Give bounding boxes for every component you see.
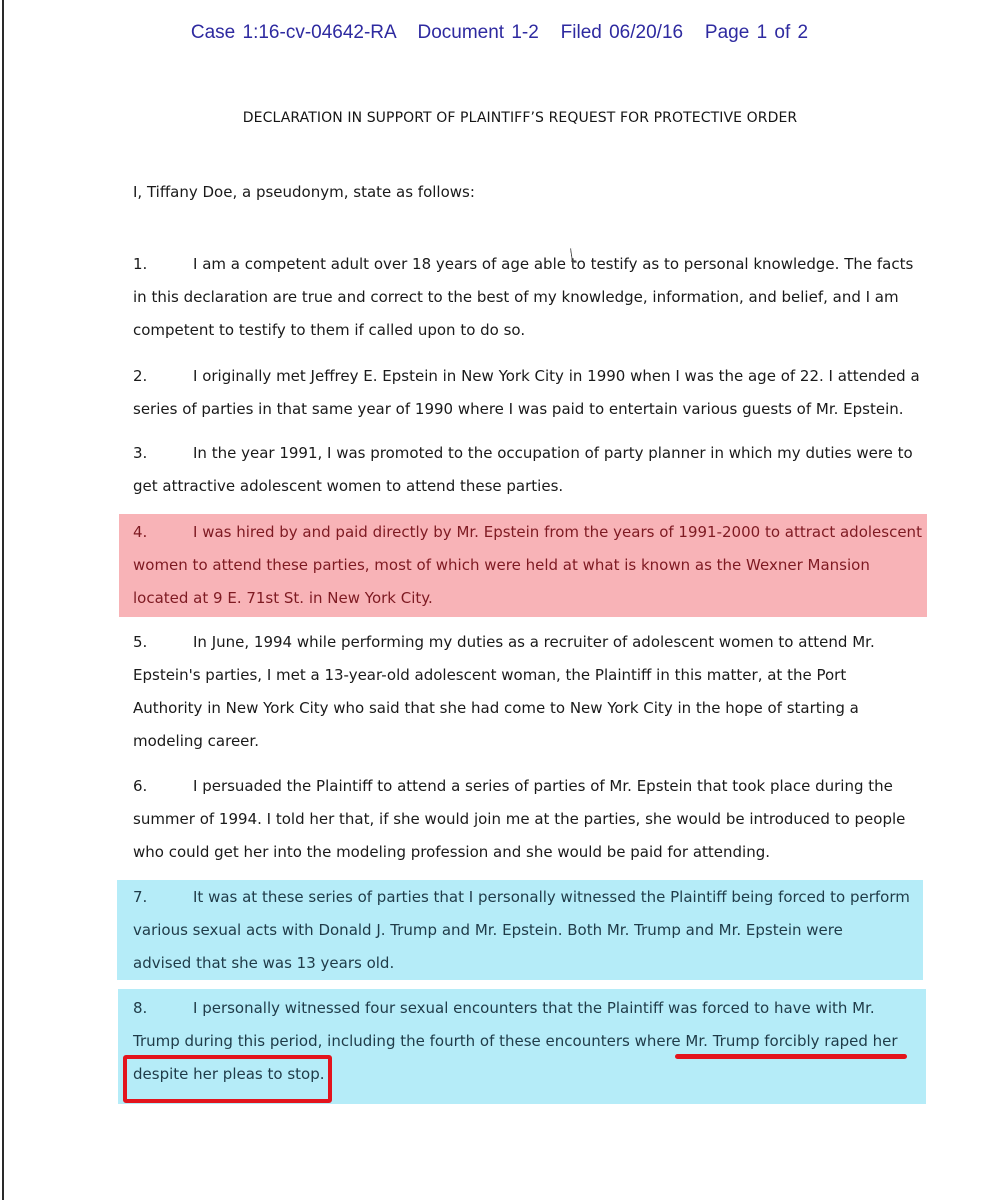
paragraph-2 — [133, 360, 923, 426]
paragraph-line — [133, 248, 923, 281]
paragraph-line: who could get her into the modeling profession and she would be paid for attending. — [133, 843, 771, 861]
paragraph-line: despite her pleas to stop. — [133, 1065, 325, 1083]
case-header: Case 1:16-cv-04642-RA Document 1-2 Filed 06/20/16 Page 1 of 2 — [190, 22, 809, 43]
paragraph-line — [133, 992, 923, 1025]
paragraph-line: summer of 1994. I told her that, if she would join me at the parties, she would be introduced to people — [133, 810, 906, 828]
paragraph-line — [133, 881, 923, 914]
paragraph-3 — [133, 437, 923, 503]
paragraph-line — [133, 770, 923, 803]
paragraph-line: Epstein's parties, I met a 13-year-old adolescent woman, the Plaintiff in this matter, at the Port — [133, 666, 847, 684]
paragraph-text: I originally met Jeffrey E. Epstein in New York City in 1990 when I was the age of 22. I attended a — [193, 367, 920, 385]
paragraph-number: 1. — [133, 255, 148, 273]
paragraph-line — [133, 516, 923, 549]
paragraph-6 — [133, 770, 923, 869]
paragraph-line — [133, 437, 923, 470]
paragraph-1 — [133, 248, 923, 347]
paragraph-text: In June, 1994 while performing my duties as a recruiter of adolescent women to attend Mr. — [193, 633, 875, 651]
paragraph-line — [133, 360, 923, 393]
intro-statement: I, Tiffany Doe, a pseudonym, state as follows: — [133, 183, 475, 201]
red-underline-annotation — [675, 1054, 907, 1059]
paragraph-number: 4. — [133, 523, 148, 541]
paragraph-number: 5. — [133, 633, 148, 651]
paragraph-text: I personally witnessed four sexual encounters that the Plaintiff was forced to have with Mr. — [193, 999, 875, 1017]
paragraph-7 — [133, 881, 923, 980]
paragraph-text: I persuaded the Plaintiff to attend a series of parties of Mr. Epstein that took place during the — [193, 777, 893, 795]
paragraph-line: located at 9 E. 71st St. in New York City. — [133, 589, 433, 607]
paragraph-text: In the year 1991, I was promoted to the occupation of party planner in which my duties were to — [193, 444, 913, 462]
paragraph-line: get attractive adolescent women to attend these parties. — [133, 477, 564, 495]
paragraph-text: I am a competent adult over 18 years of age able to testify as to personal knowledge. The facts — [193, 255, 914, 273]
document-title: DECLARATION IN SUPPORT OF PLAINTIFF’S REQUEST FOR PROTECTIVE ORDER — [242, 110, 798, 126]
paragraph-line: competent to testify to them if called upon to do so. — [133, 321, 526, 339]
paragraph-number: 2. — [133, 367, 148, 385]
paragraph-line: women to attend these parties, most of which were held at what is known as the Wexner Mansion — [133, 556, 870, 574]
paragraph-number: 7. — [133, 888, 148, 906]
paragraph-text: It was at these series of parties that I personally witnessed the Plaintiff being forced to perform — [193, 888, 910, 906]
paragraph-5 — [133, 626, 923, 758]
paragraph-line — [133, 626, 923, 659]
paragraph-line: Trump during this period, including the fourth of these encounters where Mr. Trump forcibly raped her — [133, 1032, 898, 1050]
paragraph-line: modeling career. — [133, 732, 259, 750]
paragraph-number: 3. — [133, 444, 148, 462]
paragraph-4 — [133, 516, 923, 615]
paragraph-number: 8. — [133, 999, 148, 1017]
page-left-edge — [2, 0, 4, 1200]
paragraph-line: in this declaration are true and correct to the best of my knowledge, information, and belief, and I am — [133, 288, 899, 306]
paragraph-line: various sexual acts with Donald J. Trump and Mr. Epstein. Both Mr. Trump and Mr. Epstein were — [133, 921, 843, 939]
paragraph-line: advised that she was 13 years old. — [133, 954, 395, 972]
red-box-annotation — [123, 1055, 332, 1103]
paragraph-line: series of parties in that same year of 1990 where I was paid to entertain various guests of Mr. Epstein. — [133, 400, 904, 418]
paragraph-text: I was hired by and paid directly by Mr. Epstein from the years of 1991-2000 to attract adolescent — [193, 523, 922, 541]
paragraph-line: Authority in New York City who said that she had come to New York City in the hope of starting a — [133, 699, 859, 717]
paragraph-number: 6. — [133, 777, 148, 795]
